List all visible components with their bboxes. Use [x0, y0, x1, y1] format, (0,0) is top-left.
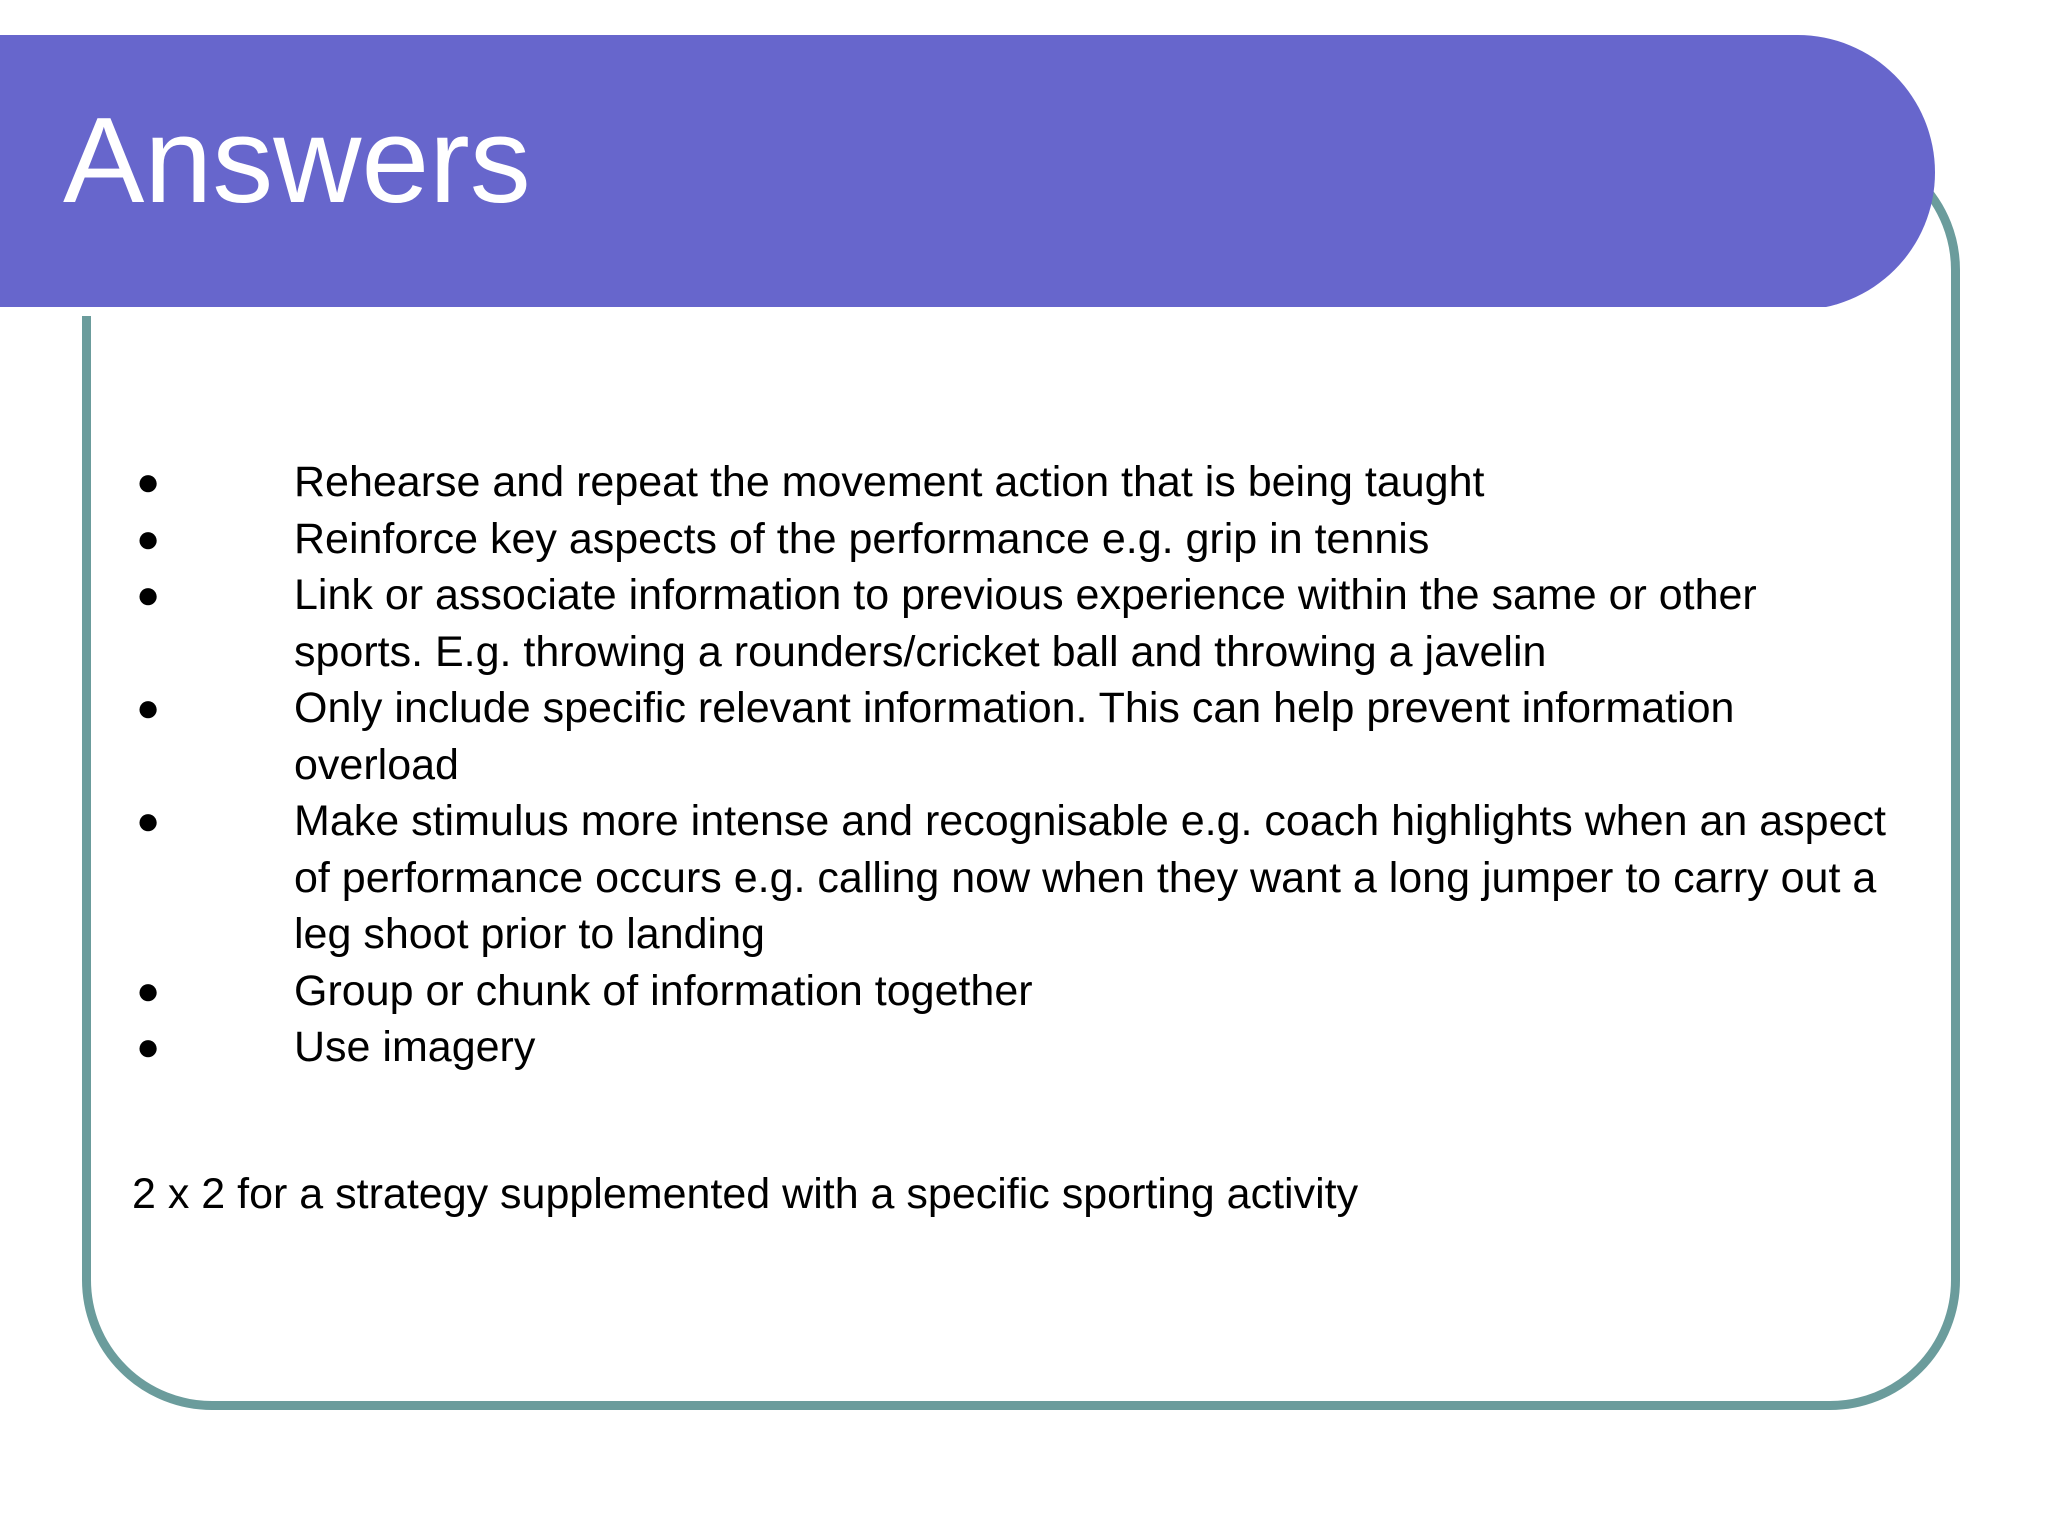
bullet-icon: ● [136, 516, 161, 561]
bullet-item [132, 1019, 1892, 1076]
bullet-item [132, 793, 1892, 963]
bullet-text: Reinforce key aspects of the performance e.g. grip in tennis [294, 514, 1430, 563]
bullet-text: Rehearse and repeat the movement action that is being taught [294, 458, 1485, 506]
slide-title: Answers [63, 92, 531, 228]
bullet-text: Only include specific relevant information. This can help prevent information overload [294, 684, 1735, 789]
bullet-icon: ● [136, 460, 161, 504]
bullet-icon: ● [136, 968, 161, 1013]
title-underline [0, 307, 1832, 316]
bullet-list [132, 454, 1892, 1076]
bullet-item [132, 963, 1892, 1020]
bullet-icon: ● [136, 1025, 161, 1069]
bullet-icon: ● [136, 686, 161, 730]
bullet-icon: ● [136, 799, 161, 843]
bullet-icon: ● [136, 573, 161, 617]
bullet-text: Link or associate information to previous experience within the same or other sports. E.g. throwing a rounders/cricket ball and throwing a javelin [294, 571, 1757, 676]
bullet-text: Make stimulus more intense and recognisable e.g. coach highlights when an aspect of performance occurs e.g. calling now when they want a long jumper to carry out a leg shoot prior to landing [294, 797, 1886, 958]
bullet-item [132, 454, 1892, 511]
slide-content [132, 454, 1892, 1222]
bullet-text: Use imagery [294, 1023, 536, 1071]
bullet-item [132, 511, 1892, 568]
marking-note: 2 x 2 for a strategy supplemented with a specific sporting activity [132, 1169, 1359, 1218]
bullet-item [132, 567, 1892, 680]
bullet-item [132, 680, 1892, 793]
bullet-text: Group or chunk of information together [294, 966, 1033, 1015]
